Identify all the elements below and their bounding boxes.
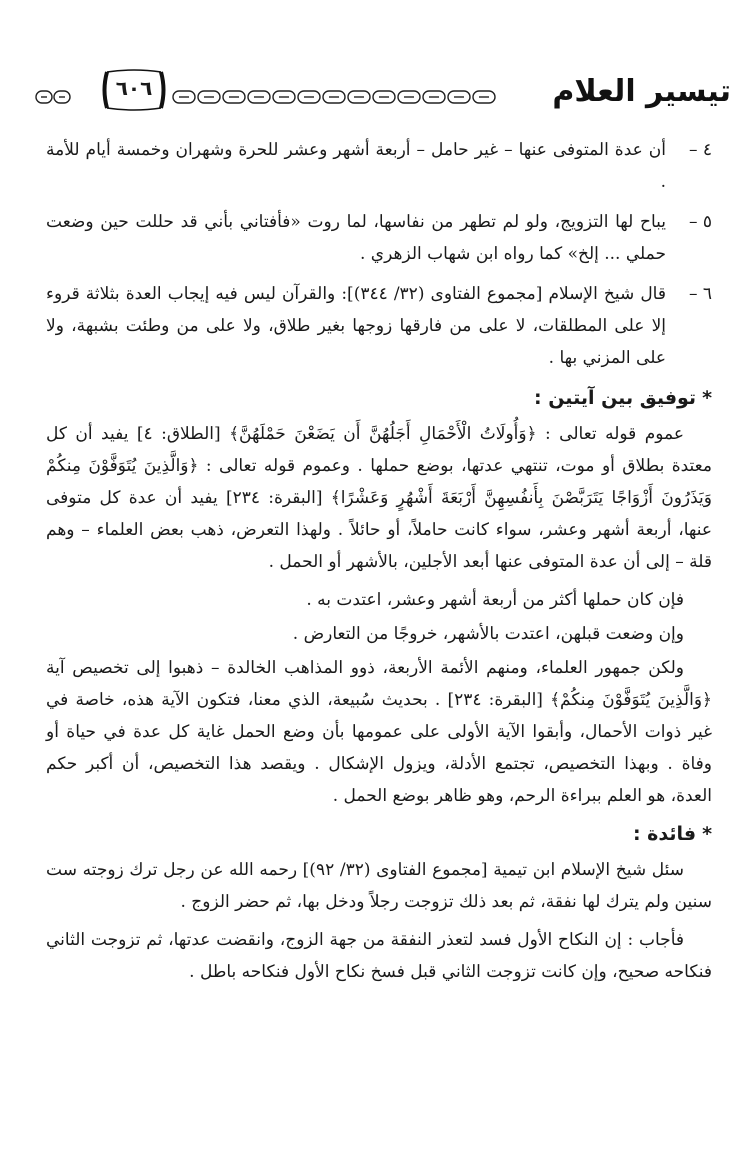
page-header (36, 66, 731, 122)
paragraph: وإن وضعت قبلهن، اعتدت بالأشهر، خروجًا من التعارض . (292, 624, 684, 644)
page-number: ٦٠٦ (115, 76, 153, 100)
section-heading (46, 818, 712, 850)
item-text: قال شيخ الإسلام [مجموع الفتاوى (٣٢/ ٣٤٤)]: والقرآن ليس فيه إيجاب العدة بثلاثة قروء إلا على المطلقات، لا على من فارقها زوجها بغير طلاق، ولا على من وطئت بشبهة، ولا على المزني بها . (46, 284, 666, 368)
paragraph: ولكن جمهور العلماء، ومنهم الأئمة الأربعة، ذوو المذاهب الخالدة – ذهبوا إلى تخصيص آية ﴿وَالَّذِينَ يُتَوَفَّوْنَ مِنكُمْ﴾ [البقرة: ٢٣٤] . بحديث سُبيعة، الذي معنا، فتكون الآية هذه، خاصة في غير ذوات الأحمال، وأبقوا الآية الأولى على عمومها بأن وضع الحمل غاية كل عدة في حياة أو وفاة . وبهذا التخصيص، تجتمع الأدلة، ويزول الإشكال . ويقصد هذا التخصيص، أن أكبر حكم العدة، هو العلم ببراءة الرحم، وهو ظاهر بوضع الحمل . (46, 658, 712, 806)
item-number: ٥ – (688, 212, 712, 232)
star-bullet: * (702, 387, 712, 409)
ornament-end (35, 88, 71, 106)
star-bullet: * (702, 823, 712, 845)
list-item (46, 134, 712, 198)
paragraph: سئل شيخ الإسلام ابن تيمية [مجموع الفتاوى (٣٢/ ٩٢)] رحمه الله عن رجل ترك زوجته ست سنين ولم يترك لها نفقة، ثم بعد ذلك تزوجت رجلاً ودخل بها، ثم حضر الزوج . (46, 860, 712, 912)
section-heading-text: توفيق بين آيتين : (534, 387, 697, 409)
paragraph: عموم قوله تعالى : ﴿وَأُولَاتُ الْأَحْمَالِ أَجَلُهُنَّ أَن يَضَعْنَ حَمْلَهُنَّ﴾ [الطلاق: ٤] يفيد أن كل معتدة بطلاق أو موت، تنتهي عدتها، بوضع حملها . وعموم قوله تعالى : ﴿وَالَّذِينَ يُتَوَفَّوْنَ مِنكُمْ وَيَذَرُونَ أَزْوَاجًا يَتَرَبَّصْنَ بِأَنفُسِهِنَّ أَرْبَعَةَ أَشْهُرٍ وَعَشْرًا﴾ [البقرة: ٢٣٤] يفيد أن عدة كل متوفى عنها، أربعة أشهر وعشر، سواء كانت حاملاً، أو حائلاً . ولهذا التعرض، ذهب بعض العلماء – وهم قلة – إلى أن عدة المتوفى عنها أبعد الأجلين، بالأشهر أو الحمل . (46, 424, 712, 572)
item-text: أن عدة المتوفى عنها – غير حامل – أربعة أشهر وعشر للحرة وشهران وخمسة أيام للأمة . (46, 140, 666, 192)
page-content (46, 134, 712, 994)
paragraph: فأجاب : إن النكاح الأول فسد لتعذر النفقة من جهة الزوج، وانقضت عدتها، ثم تزوجت الثاني فنكاحه صحيح، وإن كانت تزوجت الثاني قبل فسخ نكاح الأول فنكاحه باطل . (46, 930, 712, 982)
book-title: تيسير العلام (552, 74, 731, 109)
item-number: ٦ – (688, 284, 712, 304)
section-heading (46, 382, 712, 414)
paragraph: فإن كان حملها أكثر من أربعة أشهر وعشر، اعتدت به . (306, 590, 684, 610)
page-number-frame (101, 68, 167, 112)
ornament-divider (171, 88, 506, 106)
item-number: ٤ – (688, 140, 712, 160)
list-item (46, 278, 712, 374)
item-text: يباح لها التزويج، ولو لم تطهر من نفاسها، لما روت «فأفتاني بأني قد حللت حين وضعت حملي ... إلخ» كما رواه ابن شهاب الزهري . (46, 212, 666, 264)
section-heading-text: فائدة : (632, 823, 697, 845)
list-item (46, 206, 712, 270)
